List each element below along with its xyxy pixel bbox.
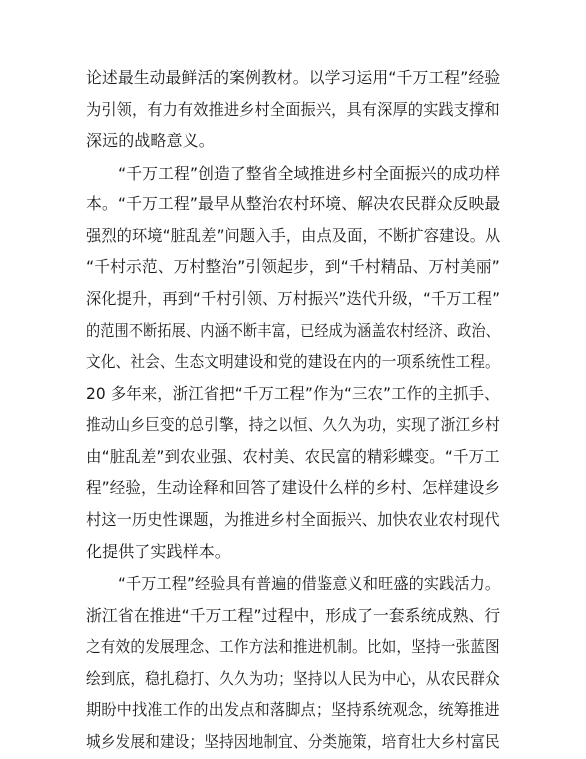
paragraph-2-line-5: 深化提升，再到“千村引领、万村振兴”迭代升级，“千万工程” bbox=[86, 289, 501, 308]
paragraph-2-line-13: 化提供了实践样本。 bbox=[86, 541, 231, 561]
paragraph-2-line-8: 20 多年来，浙江省把“千万工程”作为“三农”工作的主抓手、 bbox=[86, 383, 500, 403]
paragraph-3-line-6: 城乡发展和建设；坚持因地制宜、分类施策，培育壮大乡村富民 bbox=[86, 732, 500, 751]
paragraph-2-line-3: 强烈的环境“脏乱差”问题入手，由点及面，不断扩容建设。从 bbox=[86, 225, 501, 245]
paragraph-1-line-1: 论述最生动最鲜活的案例教材。以学习运用“千万工程”经验 bbox=[86, 68, 501, 87]
paragraph-2-line-1: “千万工程”创造了整省全域推进乡村全面振兴的成功样 bbox=[118, 163, 501, 183]
paragraph-2-line-12: 村这一历史性课题，为推进乡村全面振兴、加快农业农村现代 bbox=[86, 510, 500, 530]
paragraph-2-line-9: 推动山乡巨变的总引擎，持之以恒、久久为功，实现了浙江乡村 bbox=[86, 415, 500, 435]
paragraph-2-line-6: 的范围不断拓展、内涵不断丰富，已经成为涵盖农村经济、政治、 bbox=[86, 320, 500, 340]
paragraph-3-line-5: 期盼中找准工作的出发点和落脚点；坚持系统观念，统筹推进 bbox=[86, 700, 500, 720]
paragraph-3-line-4: 绘到底，稳扎稳打、久久为功；坚持以人民为中心，从农民群众 bbox=[86, 668, 500, 688]
paragraph-2-line-11: 程”经验，生动诠释和回答了建设什么样的乡村、怎样建设乡 bbox=[86, 478, 501, 498]
paragraph-2-line-10: 由“脏乱差”到农业强、农村美、农民富的精彩蝶变。“千万工 bbox=[86, 446, 500, 466]
paragraph-3-line-3: 之有效的发展理念、工作方法和推进机制。比如，坚持一张蓝图 bbox=[86, 637, 500, 657]
paragraph-3-line-2: 浙江省在推进“千万工程”过程中，形成了一套系统成熟、行 bbox=[86, 605, 501, 625]
paragraph-2-line-4: “千村示范、万村整治”引领起步，到“千村精品、万村美丽” bbox=[86, 257, 500, 277]
paragraph-1-line-2: 为引领，有力有效推进乡村全面振兴，具有深厚的实践支撑和 bbox=[86, 99, 500, 119]
paragraph-2-line-2: 本。“千万工程”最早从整治农村环境、解决农民群众反映最 bbox=[86, 194, 501, 214]
paragraph-2-line-7: 文化、社会、生态文明建设和党的建设在内的一项系统性工程。 bbox=[86, 352, 500, 372]
paragraph-1-line-3: 深远的战略意义。 bbox=[86, 131, 215, 151]
paragraph-3-line-1: “千万工程”经验具有普遍的借鉴意义和旺盛的实践活力。 bbox=[118, 574, 501, 594]
